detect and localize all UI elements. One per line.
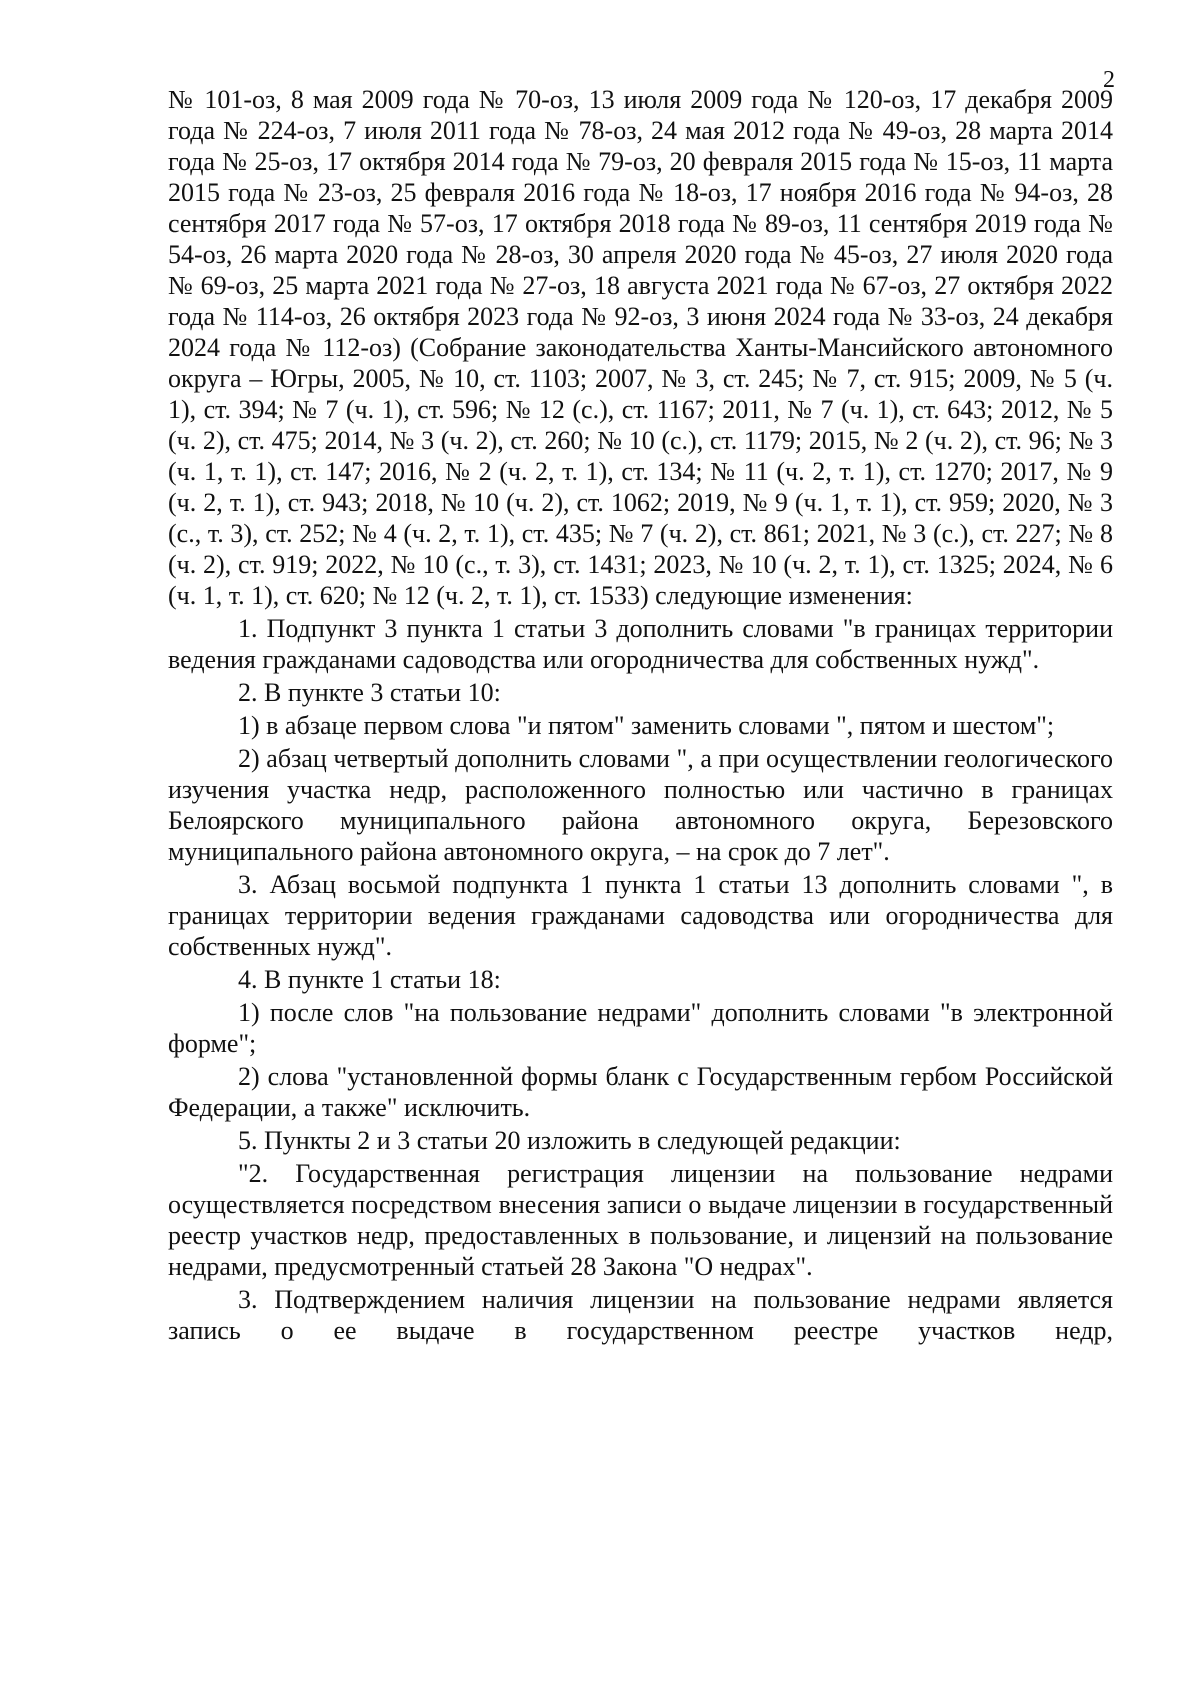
paragraph-item-4: 4. В пункте 1 статьи 18: xyxy=(238,965,501,994)
paragraph-item-3: 3. Абзац восьмой подпункта 1 пункта 1 статьи 13 дополнить словами ", в границах территории ведения гражданами садоводства или огородничества для собственных нужд". xyxy=(168,870,1113,961)
paragraph-amended-laws-list: № 101-оз, 8 мая 2009 года № 70-оз, 13 июля 2009 года № 120-оз, 17 декабря 2009 года № 224-оз, 7 июля 2011 года № 78-оз, 24 мая 2012 года № 49-оз, 28 марта 2014 года № 25-оз, 17 октября 2014 года № 79-оз, 20 февраля 2015 года № 15-оз, 11 марта 2015 года № 23-оз, 25 февраля 2016 года № 18-оз, 17 ноября 2016 года № 94-оз, 28 сентября 2017 года № 57-оз, 17 октября 2018 года № 89-оз, 11 сентября 2019 года № 54-оз, 26 марта 2020 года № 28-оз, 30 апреля 2020 года № 45-оз, 27 июля 2020 года № 69-оз, 25 марта 2021 года № 27-оз, 18 августа 2021 года № 67-оз, 27 октября 2022 года № 114-оз, 26 октября 2023 года № 92-оз, 3 июня 2024 года № 33-оз, 24 декабря 2024 года № 112-оз) (Собрание законодательства Ханты-Мансийского автономного округа – Югры, 2005, № 10, ст. 1103; 2007, № 3, ст. 245; № 7, ст. 915; 2009, № 5 (ч. 1), ст. 394; № 7 (ч. 1), ст. 596; № 12 (с.), ст. 1167; 2011, № 7 (ч. 1), ст. 643; 2012, № 5 (ч. 2), ст. 475; 2014, № 3 (ч. 2), ст. 260; № 10 (с.), ст. 1179; 2015, № 2 (ч. 2), ст. 96; № 3 (ч. 1, т. 1), ст. 147; 2016, № 2 (ч. 2, т. 1), ст. 134; № 11 (ч. 2, т. 1), ст. 1270; 2017, № 9 (ч. 2, т. 1), ст. 943; 2018, № 10 (ч. 2), ст. 1062; 2019, № 9 (ч. 1, т. 1), ст. 959; 2020, № 3 (с., т. 3), ст. 252; № 4 (ч. 2, т. 1), ст. 435; № 7 (ч. 2), ст. 861; 2021, № 3 (с.), ст. 227; № 8 (ч. 2), ст. 919; 2022, № 10 (с., т. 3), ст. 1431; 2023, № 10 (ч. 2, т. 1), ст. 1325; 2024, № 6 (ч. 1, т. 1), ст. 620; № 12 (ч. 2, т. 1), ст. 1533) следующие изменения: xyxy=(168,85,1113,610)
paragraph-new-clause-3: 3. Подтверждением наличия лицензии на пользование недрами является запись о ее выдаче в государственном реестре участков недр, xyxy=(168,1285,1113,1345)
page-number: 2 xyxy=(1103,67,1115,93)
paragraph-item-2-sub-2: 2) абзац четвертый дополнить словами ", а при осуществлении геологического изучения участка недр, расположенного полностью или частично в границах Белоярского муниципального района автономного округа, Березовского муниципального района автономного округа, – на срок до 7 лет". xyxy=(168,744,1113,866)
paragraph-item-2: 2. В пункте 3 статьи 10: xyxy=(238,678,501,707)
paragraph-item-2-sub-1: 1) в абзаце первом слова "и пятом" заменить словами ", пятом и шестом"; xyxy=(238,711,1055,740)
paragraph-item-4-sub-1: 1) после слов "на пользование недрами" дополнить словами "в электронной форме"; xyxy=(168,998,1113,1058)
document-body xyxy=(168,84,1113,1348)
paragraph-item-4-sub-2: 2) слова "установленной формы бланк с Государственным гербом Российской Федерации, а также" исключить. xyxy=(168,1062,1113,1122)
paragraph-item-5: 5. Пункты 2 и 3 статьи 20 изложить в следующей редакции: xyxy=(238,1126,901,1155)
paragraph-item-1: 1. Подпункт 3 пункта 1 статьи 3 дополнить словами "в границах территории ведения гражданами садоводства или огородничества для собственных нужд". xyxy=(168,614,1113,674)
paragraph-new-clause-2: "2. Государственная регистрация лицензии на пользование недрами осуществляется посредством внесения записи о выдаче лицензии в государственный реестр участков недр, предоставленных в пользование, и лицензий на пользование недрами, предусмотренный статьей 28 Закона "О недрах". xyxy=(168,1159,1113,1281)
